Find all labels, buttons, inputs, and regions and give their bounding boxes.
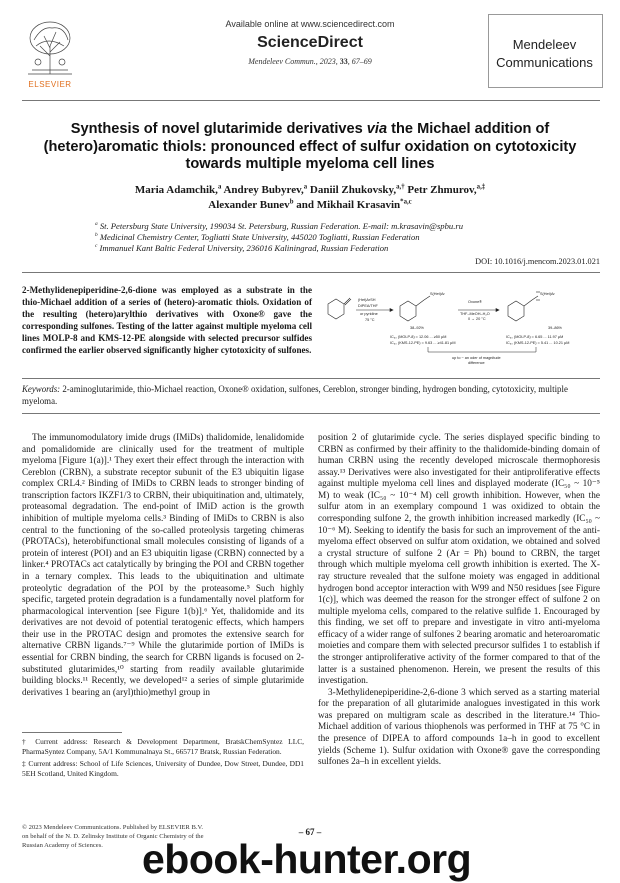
affil-text: Medicinal Chemistry Center, Togliatti State University, 445020 Togliatti, Russian Federation (99, 232, 420, 242)
footnotes (22, 737, 304, 781)
reagent1-line1: (Het)ArSH (358, 298, 376, 302)
reagent1-line3: or pyridine (360, 312, 378, 316)
product2-molecule (508, 292, 540, 321)
affiliation-item (95, 232, 585, 243)
author[interactable]: Petr Zhmurov, (404, 184, 477, 196)
author[interactable]: Alexander Bunev (208, 198, 290, 211)
author-list (60, 183, 560, 212)
footnote: ‡ Current address: School of Life Sciences, University of Dundee, Dow Street, Dundee, DD1 5EH Scotland, United Kingdom. (22, 759, 304, 778)
body-paragraph: position 2 of glutarimide cycle. The series displayed specific binding to CRBN as confirmed by their affinity to the thalidomide-binding domain of human CRBN using the recently developed microscale thermophoresis assay.¹³ Derivatives were also investigated for their antiproliferative effects against multiple myeloma cell lines and displayed moderate (IC₅₀ ~ 10⁻⁵ M) to weak (IC₅₀ ~ 10⁻⁴ M) cell growth inhibition. However, when the sulfur atom in an exemplary compound 1 was oxidized to obtain the corresponding sulfone 2, the growth inhibition increased markedly (IC₅₀ ~ 10⁻⁶ M). Seeking to identify the basis for such an improvement of the anti-myeloma effect observed on sulfur atom oxidation, we obtained and solved a crystal structure of sulfone 2 (Ar = Ph) bound to CRBN, the target through which multiple myeloma cell growth inhibition is exerted. The X-ray structure revealed that the sulfone moiety was engaged in additional hydrogen bond acceptor interaction with W99 and N50 residues [see Figure 1(c)], which was deemed the reason for the stronger effect of sulfone 2 on multiple myeloma cells, compared to the relative sulfide 1. Encouraged by this finding, we set off to prepare and investigate in vitro anti-myeloma efficacy of a wider range of sulfones 2 bearing aromatic and heteroaromatic moieties and compare them with selected precursor sulfides 1 to establish if the stronger antiproliferative activity of the former compared to that of the latter is a sustained phenomenon. Herein, we present the results of this investigation. (318, 433, 600, 687)
affiliation-list (95, 221, 585, 254)
caption-line2: difference (468, 361, 485, 365)
affil-mark: b (95, 232, 98, 239)
comparison-bracket (428, 347, 536, 352)
author-affil: a (303, 183, 308, 191)
page-number: – 67 – (298, 827, 322, 837)
product1-group: S(Het)Ar (430, 292, 445, 296)
keywords-line (22, 384, 600, 407)
platform-name: ScienceDirect (257, 34, 363, 51)
yield2: 39–86% (548, 326, 562, 330)
authors-line1 (60, 183, 560, 198)
ic50-sulfone-molp8: IC₅₀ (MOLP-8) = 6.65 ... 11.97 μM (506, 335, 564, 339)
keywords-label: Keywords: (22, 384, 61, 394)
abstract-top-rule (22, 272, 600, 273)
affil-mark: a (95, 221, 98, 228)
ic50-sulfone-kms: IC₅₀ (KMS-12-PE) = 5.41 ... 10.21 μM (506, 341, 570, 345)
journal-box-title (488, 36, 601, 72)
author-affil: a,† (396, 183, 405, 191)
footnote-rule (22, 732, 122, 733)
graphical-abstract-scheme (318, 284, 600, 372)
start-molecule (328, 298, 351, 319)
reagent2-line3: 0 → 20 °C (468, 317, 486, 321)
title-part2: the Michael addition of (hetero)aromatic thiols: pronounced effect of sulfur oxidation on cytotoxicity towards multiple myeloma cell lines (43, 121, 577, 172)
author[interactable]: Maria Adamchik, (134, 184, 218, 196)
affil-mark: c (95, 243, 98, 250)
author-affil: b (289, 197, 294, 205)
journal-volume: 33 (339, 57, 348, 66)
journal-box-line1: Mendeleev (512, 37, 577, 52)
yield1: 38–92% (410, 326, 424, 330)
sciencedirect-link[interactable]: www.sciencedirect.com (300, 19, 395, 29)
author-affil: a,‡ (476, 183, 486, 191)
affil-text: Immanuel Kant Baltic Federal University, 236016 Kaliningrad, Russian Federation (99, 243, 389, 253)
available-prefix: Available online at (225, 19, 301, 29)
journal-ref-prefix: Mendeleev Commun., 2023, (248, 57, 340, 66)
keywords-bottom-rule (22, 413, 600, 414)
article-title (40, 121, 580, 174)
affiliation-item (95, 243, 585, 254)
reagent1-line4: 75 °C (365, 318, 375, 322)
journal-box-line2: Communications (496, 55, 593, 70)
authors-line2 (60, 198, 560, 213)
author[interactable]: and Mikhail Krasavin (293, 198, 401, 211)
affiliation-item (95, 221, 585, 232)
copyright-line: Russian Academy of Sciences. (22, 842, 103, 849)
body-column-right (318, 433, 600, 769)
product1-molecule (400, 296, 430, 321)
journal-pages: , 67–69 (347, 57, 372, 66)
abstract-text: 2-Methylidenepiperidine-2,6-dione was employed as a substrate in the thio-Michael addition of a series of (hetero)-aromatic thiols. Oxidation of the resulting (hetero)arylthio derivatives with Oxone® gave the corresponding sulfones. Testing of the latter against multiple myeloma cell lines MOLP-8 and KMS-12-PE alongside with selected precursor sulfides confirmed the earlier observed significantly higher cytotoxicity of sulfones. (22, 285, 312, 355)
header-rule (22, 100, 600, 101)
caption-line1: up to ~ an oder of magnitude (452, 356, 501, 360)
publisher-logo-text: ELSEVIER (28, 80, 72, 89)
product2-group: S(Het)Ar (540, 292, 555, 296)
body-column-left (22, 433, 304, 699)
keywords-text: 2-aminoglutarimide, thio-Michael reaction, Oxone® oxidation, sulfones, Cereblon, stronger binding, hydrogen bonding, cytotoxicity, multiple myeloma. (22, 384, 568, 406)
author-affil: *a,c (400, 197, 412, 205)
watermark: ebook-hunter.org (142, 836, 472, 882)
body-paragraph: 3-Methylidenepiperidine-2,6-dione 3 which served as a starting material for the preparation of all glutarimide analogues investigated in this work was prepared on multigram scale as described in the literature.¹⁴ Thio-Michael addition of various thiophenols was performed in THF at 75 °C in the presence of DIPEA to afford compounds 1a–h in good to excellent yields (Scheme 1). Sulfur oxidation with Oxone® gave the corresponding sulfones 2a–h in excellent yields. (318, 687, 600, 768)
affil-text: St. Petersburg State University, 199034 St. Petersburg, Russian Federation. E-mail: m.krasavin@spbu.ru (99, 221, 463, 231)
reagent2-line2: THF–MeOH–H₂O (460, 312, 490, 316)
footnote: † Current address: Research & Development Department, BratskChemSyntez LLC, PharmaSyntez Company, 5A/1 Kommunalnaya St., 665717 Bratsk, Russian Federation. (22, 737, 304, 756)
title-part1: Synthesis of novel glutarimide derivatives (70, 121, 367, 137)
ic50-sulfide-kms: IC₅₀ (KMS-12-PE) = 9.63 ... ≥41.81 μM (390, 341, 456, 345)
keywords-top-rule (22, 378, 600, 379)
reagent2-line1: Oxone® (468, 300, 482, 304)
doi-link[interactable]: DOI: 10.1016/j.mencom.2023.01.021 (475, 257, 600, 266)
body-paragraph: The immunomodulatory imide drugs (IMiDs) thalidomide, lenalidomide and pomalidomide are clinically used for the treatment of multiple myeloma [Figure 1(a)].¹ They exert their effect through the interaction with Cereblon (CRBN), a substrate receptor subunit of the E3 ubiquitin ligase complex CRL4.² Binding of IMiDs to CRBN leads to stronger binding of transcription factors IKZF1/3 to CRBN, their ubiquitination and, ultimately, proteasomal degradation. The end-point of IMiD action is the growth inhibition of multiple myeloma cells.³ Binding of IMiDs to CRBN is also central to the functioning of the so-called proteolysis targeting chimeras (PROTACs), heterobifunctional small molecules consisting of ligands of a protein of interest (POI) and an E3 ubiquitin ligase (CRBN) connected by a linker.⁴ PROTACs act catalytically by bringing the POI and CRBN together in a ternary complex. This leads to the ubiquitination and ultimate proteolytic degradation of the POI by the proteasome.⁵ Such highly specific, targeted protein degradation is a fundamentally novel platform for pharmacological intervention [see Figure 1(b)].⁶ Yet, thalidomide and its derivatives are not devoid of potential teratogenic effects, which hampers their use in the PROTAC design and promotes the extensive search for alternative CRBN ligands.⁷⁻⁹ While the glutarimide portion of IMiDs is essential for CRBN binding, the search for CRBN ligands is focused on 2-substituted glutarimides,¹⁰ starting from readily available glutarimide building blocks.¹¹ Recently, we developed¹² a series of simple glutarimide derivatives 1 bearing an (aryl)thio)methyl group in (22, 433, 304, 698)
author-affil: a (217, 183, 222, 191)
reagent1-line2: DIPEA/THF (358, 304, 378, 308)
author[interactable]: Andrey Bubyrev, (221, 184, 304, 196)
copyright-line: © 2023 Mendeleev Communications. Published by ELSEVIER B.V. (22, 824, 204, 831)
author[interactable]: Daniil Zhukovsky, (307, 184, 397, 196)
title-via: via (366, 121, 388, 137)
copyright-line: on behalf of the N. D. Zelinsky Institute of Organic Chemistry of the (22, 833, 204, 840)
ic50-sulfide-molp8: IC₅₀ (MOLP-8) = 12.06 ... ≥50 μM (390, 335, 447, 339)
